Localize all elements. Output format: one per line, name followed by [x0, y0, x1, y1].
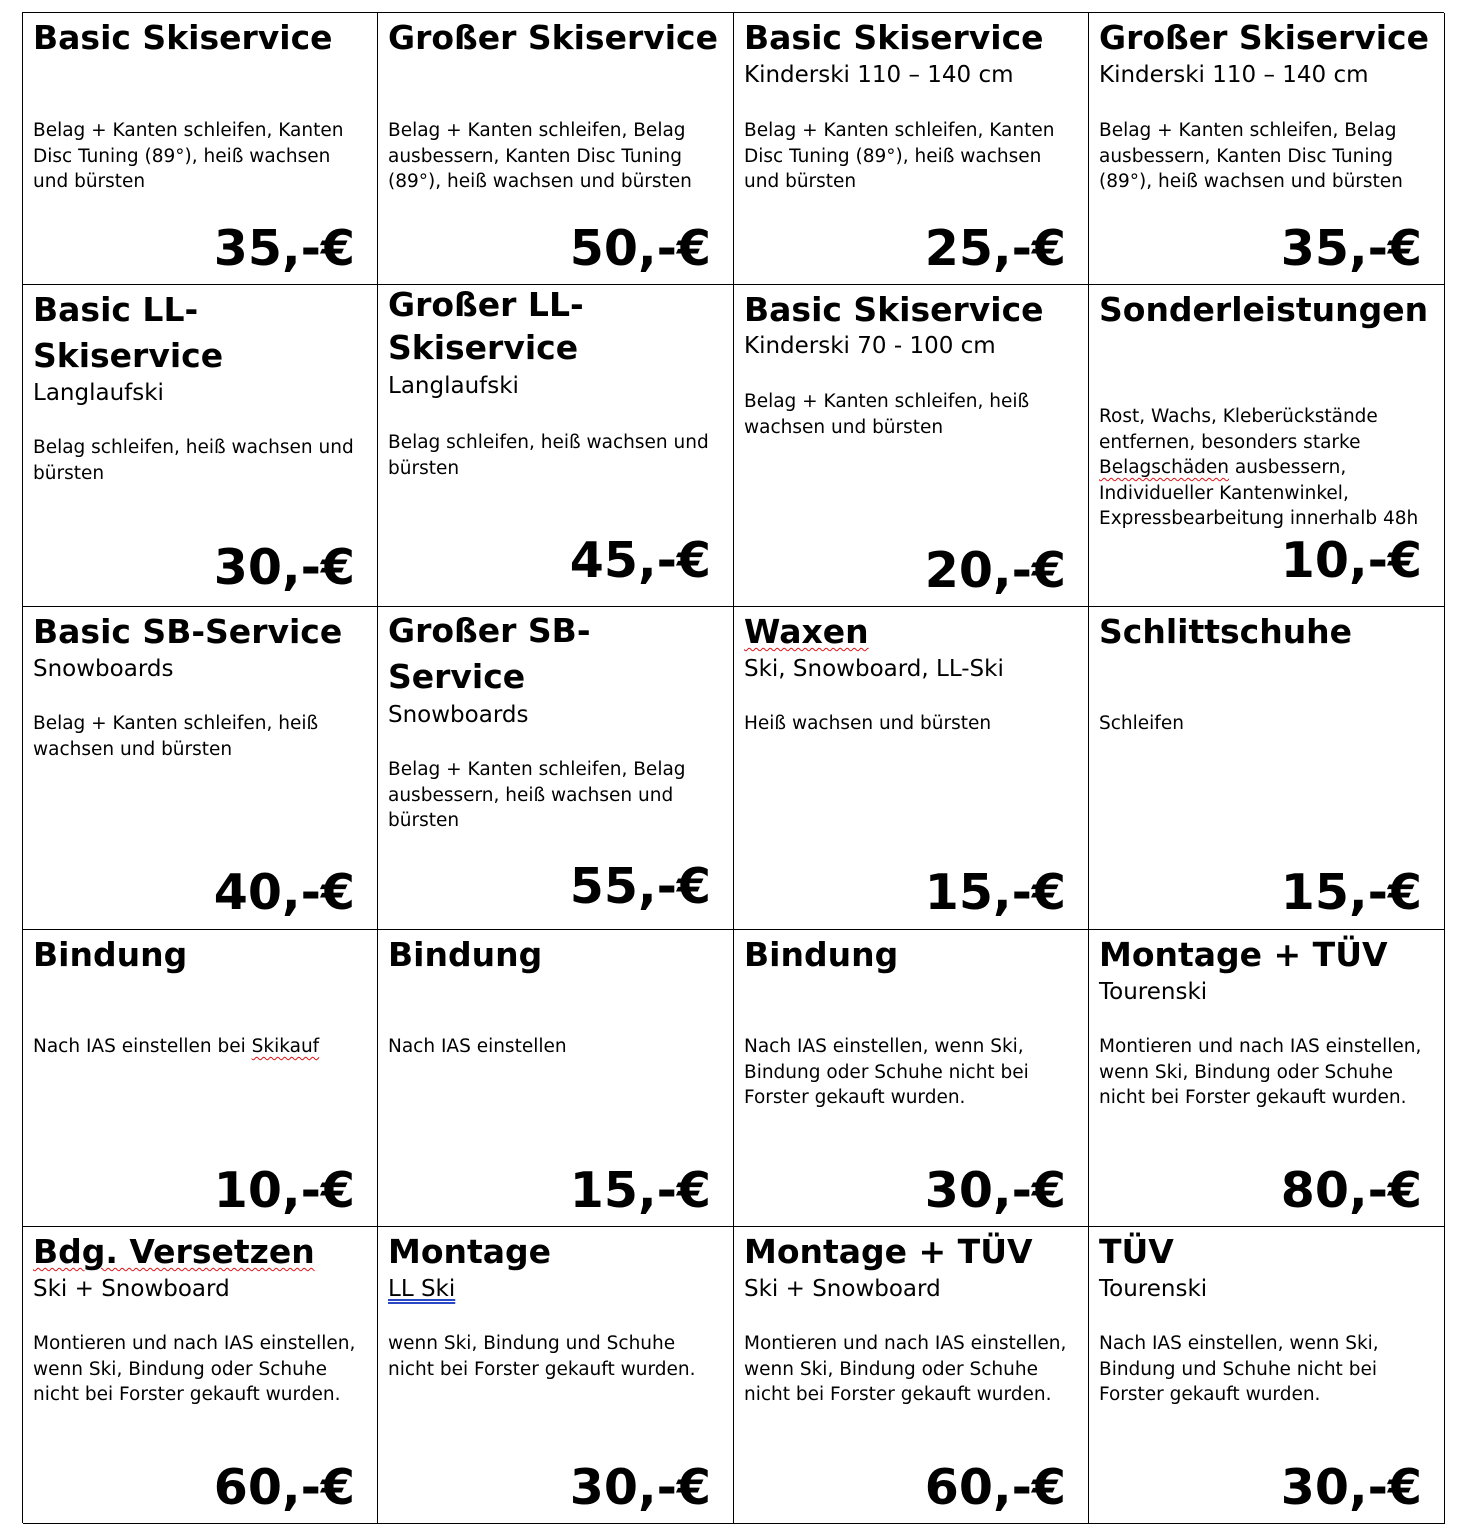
- desc-part: Nach IAS einstellen bei Skikauf: [33, 1036, 320, 1057]
- service-card: [23, 1227, 378, 1524]
- subtitle-text: LL Ski: [388, 1276, 456, 1302]
- service-card: [734, 930, 1089, 1227]
- service-card: [23, 13, 378, 285]
- service-card: [23, 285, 378, 607]
- service-card: [378, 13, 734, 285]
- service-card: [734, 607, 1089, 930]
- service-description: Heiß wachsen und bürsten: [744, 713, 992, 734]
- service-description: Nach IAS einstellen: [388, 1036, 567, 1057]
- service-description: Schleifen: [1099, 713, 1184, 734]
- service-card: [378, 930, 734, 1227]
- table-row: [23, 1227, 1444, 1524]
- service-price: 15,-€: [569, 1162, 711, 1219]
- service-subtitle: Langlaufski: [33, 380, 164, 406]
- service-description: Montieren und nach IAS einstellen, wenn Ski, Bindung oder Schuhe nicht bei Forster gekauft wurden.: [744, 1333, 1067, 1405]
- service-description: Belag + Kanten schleifen, heiß wachsen und bürsten: [744, 391, 1030, 438]
- service-card: [378, 1227, 734, 1524]
- service-title: Großer Skiservice: [388, 18, 718, 57]
- service-title: Montage + TÜV: [744, 1232, 1033, 1271]
- service-price: 60,-€: [213, 1459, 355, 1516]
- service-subtitle: Ski + Snowboard: [33, 1276, 230, 1302]
- service-subtitle: Snowboards: [33, 656, 174, 682]
- service-price: 10,-€: [213, 1162, 355, 1219]
- service-card: [1089, 13, 1445, 285]
- service-title: Großer SB-Service: [388, 611, 591, 696]
- service-price: 35,-€: [1280, 220, 1422, 277]
- service-description: Belag + Kanten schleifen, Kanten Disc Tuning (89°), heiß wachsen und bürsten: [744, 120, 1055, 192]
- table-row: [23, 607, 1444, 930]
- service-price: 55,-€: [569, 858, 711, 915]
- service-description: Belag + Kanten schleifen, heiß wachsen und bürsten: [33, 713, 319, 760]
- table-row: [23, 285, 1444, 607]
- service-card: [1089, 607, 1445, 930]
- service-card: [734, 285, 1089, 607]
- service-title: Basic Skiservice: [744, 18, 1044, 57]
- spellcheck-word: Belagschäden: [1099, 457, 1230, 478]
- service-description: Belag + Kanten schleifen, Belag ausbessern, Kanten Disc Tuning (89°), heiß wachsen und bürsten: [1099, 120, 1403, 192]
- service-title: Großer LL-Skiservice: [388, 285, 584, 367]
- service-card: [378, 285, 734, 607]
- service-title: Montage + TÜV: [1099, 935, 1388, 974]
- service-subtitle: Snowboards: [388, 702, 529, 728]
- title-text: Waxen: [744, 612, 869, 651]
- service-title: Basic LL-Skiservice: [33, 290, 224, 375]
- service-description: Belag + Kanten schleifen, Belag ausbessern, Kanten Disc Tuning (89°), heiß wachsen und bürsten: [388, 120, 692, 192]
- service-title: Bindung: [744, 935, 899, 974]
- price-table: [22, 12, 1444, 1523]
- service-description: wenn Ski, Bindung und Schuhe nicht bei Forster gekauft wurden.: [388, 1333, 696, 1380]
- service-title: Basic Skiservice: [744, 290, 1044, 329]
- service-price: 60,-€: [924, 1459, 1066, 1516]
- service-subtitle: Ski, Snowboard, LL-Ski: [744, 656, 1004, 682]
- service-description: [33, 1034, 365, 1060]
- service-card: [734, 13, 1089, 285]
- service-subtitle: Tourenski: [1099, 1276, 1208, 1302]
- service-description: Belag + Kanten schleifen, Belag ausbessern, heiß wachsen und bürsten: [388, 759, 686, 831]
- service-description: Montieren und nach IAS einstellen, wenn Ski, Bindung oder Schuhe nicht bei Forster gekauft wurden.: [1099, 1036, 1422, 1108]
- table-row: [23, 13, 1444, 285]
- service-description: Montieren und nach IAS einstellen, wenn Ski, Bindung oder Schuhe nicht bei Forster gekauft wurden.: [33, 1333, 356, 1405]
- service-price: 30,-€: [213, 539, 355, 596]
- spellcheck-word: Skikauf: [251, 1036, 320, 1057]
- service-subtitle: Langlaufski: [388, 373, 519, 399]
- desc-part: Rost, Wachs, Kleberückstände entfernen, besonders starke Belagschäden ausbessern, Individueller Kantenwinkel, Expressbearbeitung innerhalb 48h: [1099, 406, 1419, 529]
- service-card: [1089, 1227, 1445, 1524]
- service-price: 45,-€: [569, 532, 711, 589]
- service-title: Basic SB-Service: [33, 612, 343, 651]
- service-description: [1099, 404, 1432, 532]
- service-title: Montage: [388, 1232, 552, 1271]
- title-text: Bdg. Versetzen: [33, 1232, 315, 1271]
- service-subtitle: Tourenski: [1099, 979, 1208, 1005]
- service-description: Nach IAS einstellen, wenn Ski, Bindung und Schuhe nicht bei Forster gekauft wurden.: [1099, 1333, 1379, 1405]
- service-price: 40,-€: [213, 864, 355, 921]
- service-title: Sonderleistungen: [1099, 290, 1429, 329]
- service-title: [33, 1229, 365, 1275]
- service-title: [744, 609, 1076, 655]
- service-card: [734, 1227, 1089, 1524]
- service-price: 25,-€: [924, 220, 1066, 277]
- service-title: Großer Skiservice: [1099, 18, 1429, 57]
- service-subtitle: [388, 1274, 721, 1304]
- service-card: [23, 930, 378, 1227]
- service-price: 20,-€: [924, 542, 1066, 599]
- service-price: 35,-€: [213, 220, 355, 277]
- service-price: 15,-€: [924, 864, 1066, 921]
- service-subtitle: Ski + Snowboard: [744, 1276, 941, 1302]
- service-card: [23, 607, 378, 930]
- service-price: 15,-€: [1280, 864, 1422, 921]
- service-subtitle: Kinderski 70 - 100 cm: [744, 333, 996, 359]
- service-price: 30,-€: [1280, 1459, 1422, 1516]
- service-title: Basic Skiservice: [33, 18, 333, 57]
- service-title: Bindung: [33, 935, 188, 974]
- service-title: Schlittschuhe: [1099, 612, 1353, 651]
- service-title: Bindung: [388, 935, 543, 974]
- service-subtitle: Kinderski 110 – 140 cm: [744, 62, 1014, 88]
- service-price: 10,-€: [1280, 532, 1422, 589]
- service-description: Belag schleifen, heiß wachsen und bürsten: [33, 437, 354, 484]
- service-price: 30,-€: [569, 1459, 711, 1516]
- service-card: [1089, 285, 1445, 607]
- service-description: Belag + Kanten schleifen, Kanten Disc Tuning (89°), heiß wachsen und bürsten: [33, 120, 344, 192]
- service-description: Belag schleifen, heiß wachsen und bürsten: [388, 432, 709, 479]
- service-subtitle: Kinderski 110 – 140 cm: [1099, 62, 1369, 88]
- service-title: TÜV: [1099, 1232, 1174, 1271]
- service-price: 50,-€: [569, 220, 711, 277]
- table-row: [23, 930, 1444, 1227]
- service-price: 80,-€: [1280, 1162, 1422, 1219]
- service-card: [1089, 930, 1445, 1227]
- service-price: 30,-€: [924, 1162, 1066, 1219]
- service-card: [378, 607, 734, 930]
- service-description: Nach IAS einstellen, wenn Ski, Bindung oder Schuhe nicht bei Forster gekauft wurden.: [744, 1036, 1029, 1108]
